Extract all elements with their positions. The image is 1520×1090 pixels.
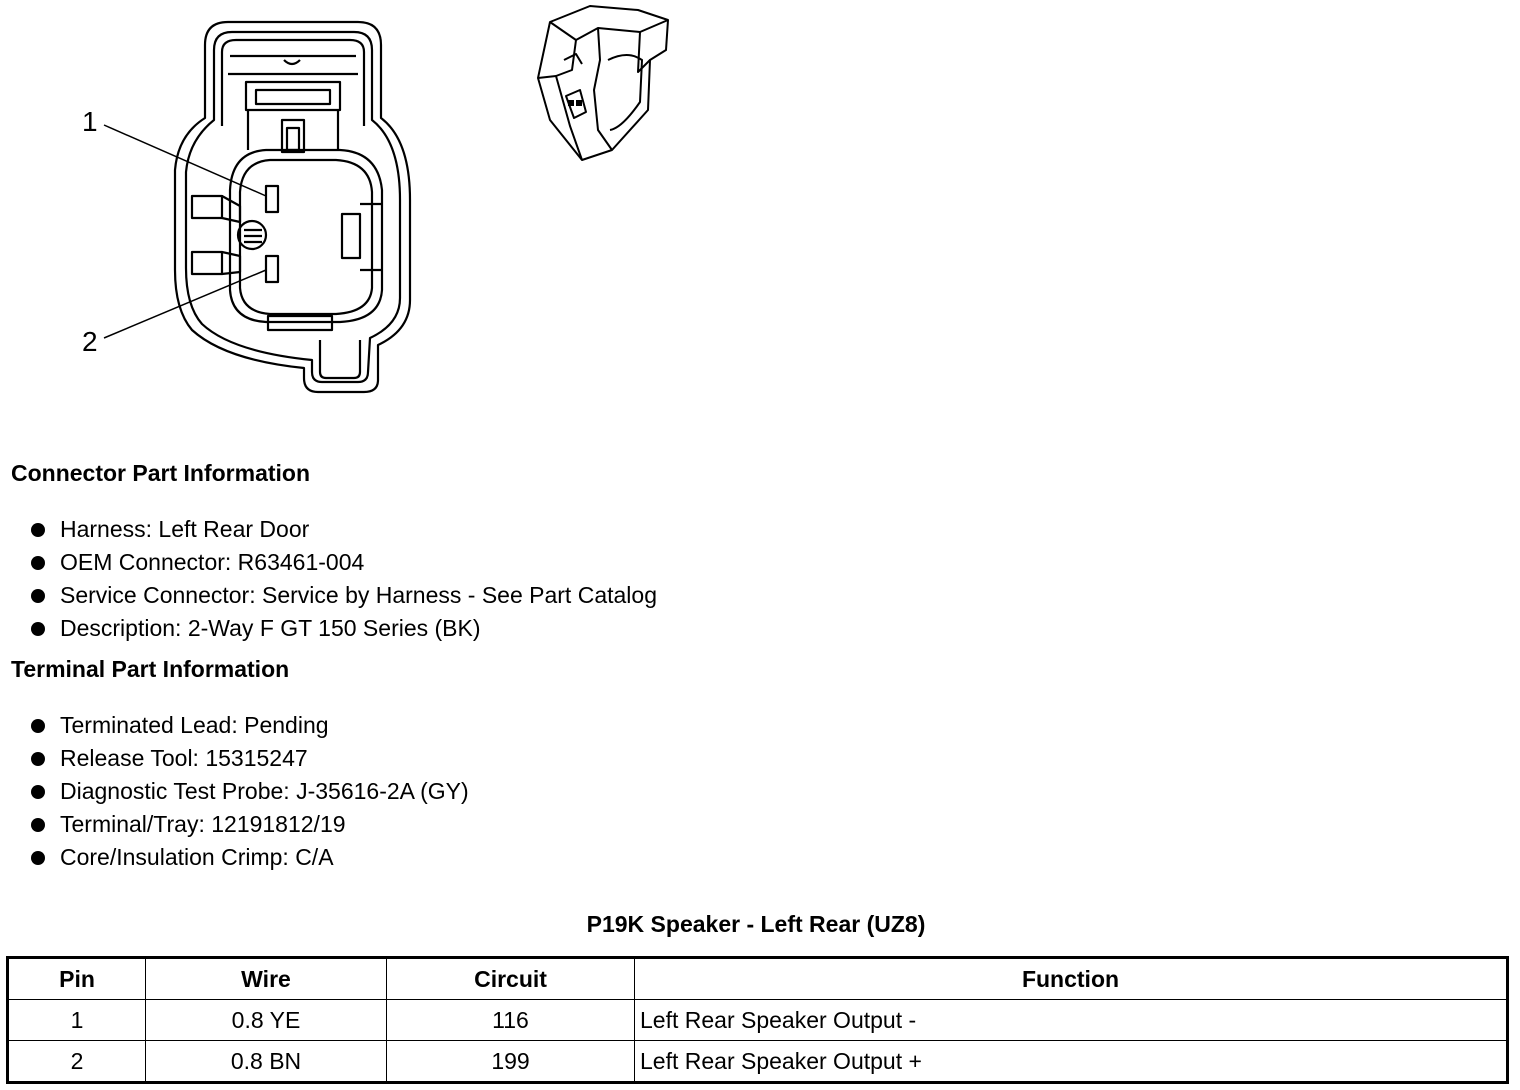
bullet-icon: [31, 752, 45, 766]
cell-wire: 0.8 BN: [146, 1041, 387, 1083]
header-pin: Pin: [8, 958, 146, 1000]
list-item: Harness: Left Rear Door: [30, 513, 657, 546]
cell-pin: 2: [8, 1041, 146, 1083]
pin-1-label: 1: [82, 106, 98, 137]
bullet-icon: [31, 556, 45, 570]
cell-function: Left Rear Speaker Output +: [635, 1041, 1508, 1083]
list-item: Description: 2-Way F GT 150 Series (BK): [30, 612, 657, 645]
bullet-icon: [31, 589, 45, 603]
bullet-icon: [31, 785, 45, 799]
cell-circuit: 199: [387, 1041, 635, 1083]
bullet-icon: [31, 851, 45, 865]
pinout-table: [6, 956, 1509, 1084]
cell-pin: 1: [8, 1000, 146, 1041]
connector-isometric-drawing: [520, 0, 680, 170]
list-item: Core/Insulation Crimp: C/A: [30, 841, 469, 874]
pin-2-label: 2: [82, 326, 98, 357]
list-item: Diagnostic Test Probe: J-35616-2A (GY): [30, 775, 469, 808]
list-item: Release Tool: 15315247: [30, 742, 469, 775]
bullet-icon: [31, 523, 45, 537]
header-wire: Wire: [146, 958, 387, 1000]
list-item: Terminal/Tray: 12191812/19: [30, 808, 469, 841]
bullet-icon: [31, 818, 45, 832]
bullet-icon: [31, 622, 45, 636]
bullet-icon: [31, 719, 45, 733]
cell-circuit: 116: [387, 1000, 635, 1041]
table-row: [8, 1000, 1508, 1041]
connector-face-drawing: [0, 0, 520, 420]
terminal-section-title: Terminal Part Information: [11, 656, 290, 682]
cell-wire: 0.8 YE: [146, 1000, 387, 1041]
table-row: [8, 1041, 1508, 1083]
connector-info-list: [30, 513, 657, 645]
cell-function: Left Rear Speaker Output -: [635, 1000, 1508, 1041]
table-header-row: [8, 958, 1508, 1000]
list-item: Terminated Lead: Pending: [30, 709, 469, 742]
terminal-info-list: [30, 709, 469, 874]
header-circuit: Circuit: [387, 958, 635, 1000]
header-function: Function: [635, 958, 1508, 1000]
connector-section-title: Connector Part Information: [11, 460, 311, 486]
list-item: OEM Connector: R63461-004: [30, 546, 657, 579]
pinout-table-title: P19K Speaker - Left Rear (UZ8): [586, 911, 926, 937]
list-item: Service Connector: Service by Harness - See Part Catalog: [30, 579, 657, 612]
